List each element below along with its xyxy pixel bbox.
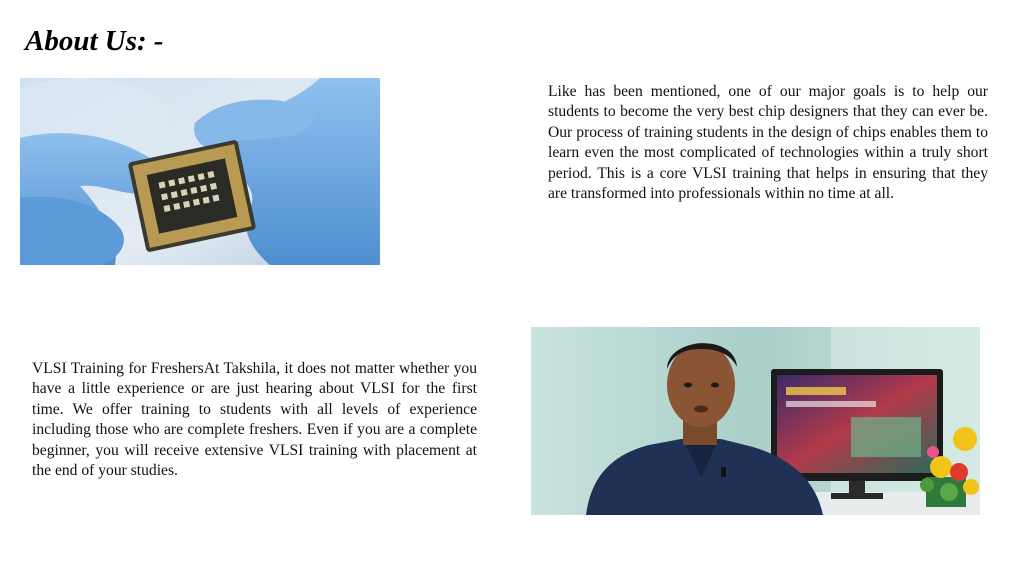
about-paragraph-goals: Like has been mentioned, one of our major goals is to help our students to become the very best chip designers that they can ever be. Our process of training students in the design of chips enables them to learn even the most complicated of technologies within a truly short period. This is a core VLSI training that helps in ensuring that they are transformed into professionals within no time at all. bbox=[548, 83, 988, 203]
about-paragraph-freshers: VLSI Training for FreshersAt Takshila, it does not matter whether you have a little experience or are just hearing about VLSI for the first time. We offer training to students with all levels of experience including those who are complete freshers. Even if you are a complete beginner, you will receive extensive VLSI training with placement at the end of your studies. bbox=[32, 360, 477, 480]
instructor-photo bbox=[531, 327, 980, 515]
chip-photo bbox=[20, 78, 380, 265]
page-title: About Us: - bbox=[25, 25, 164, 57]
